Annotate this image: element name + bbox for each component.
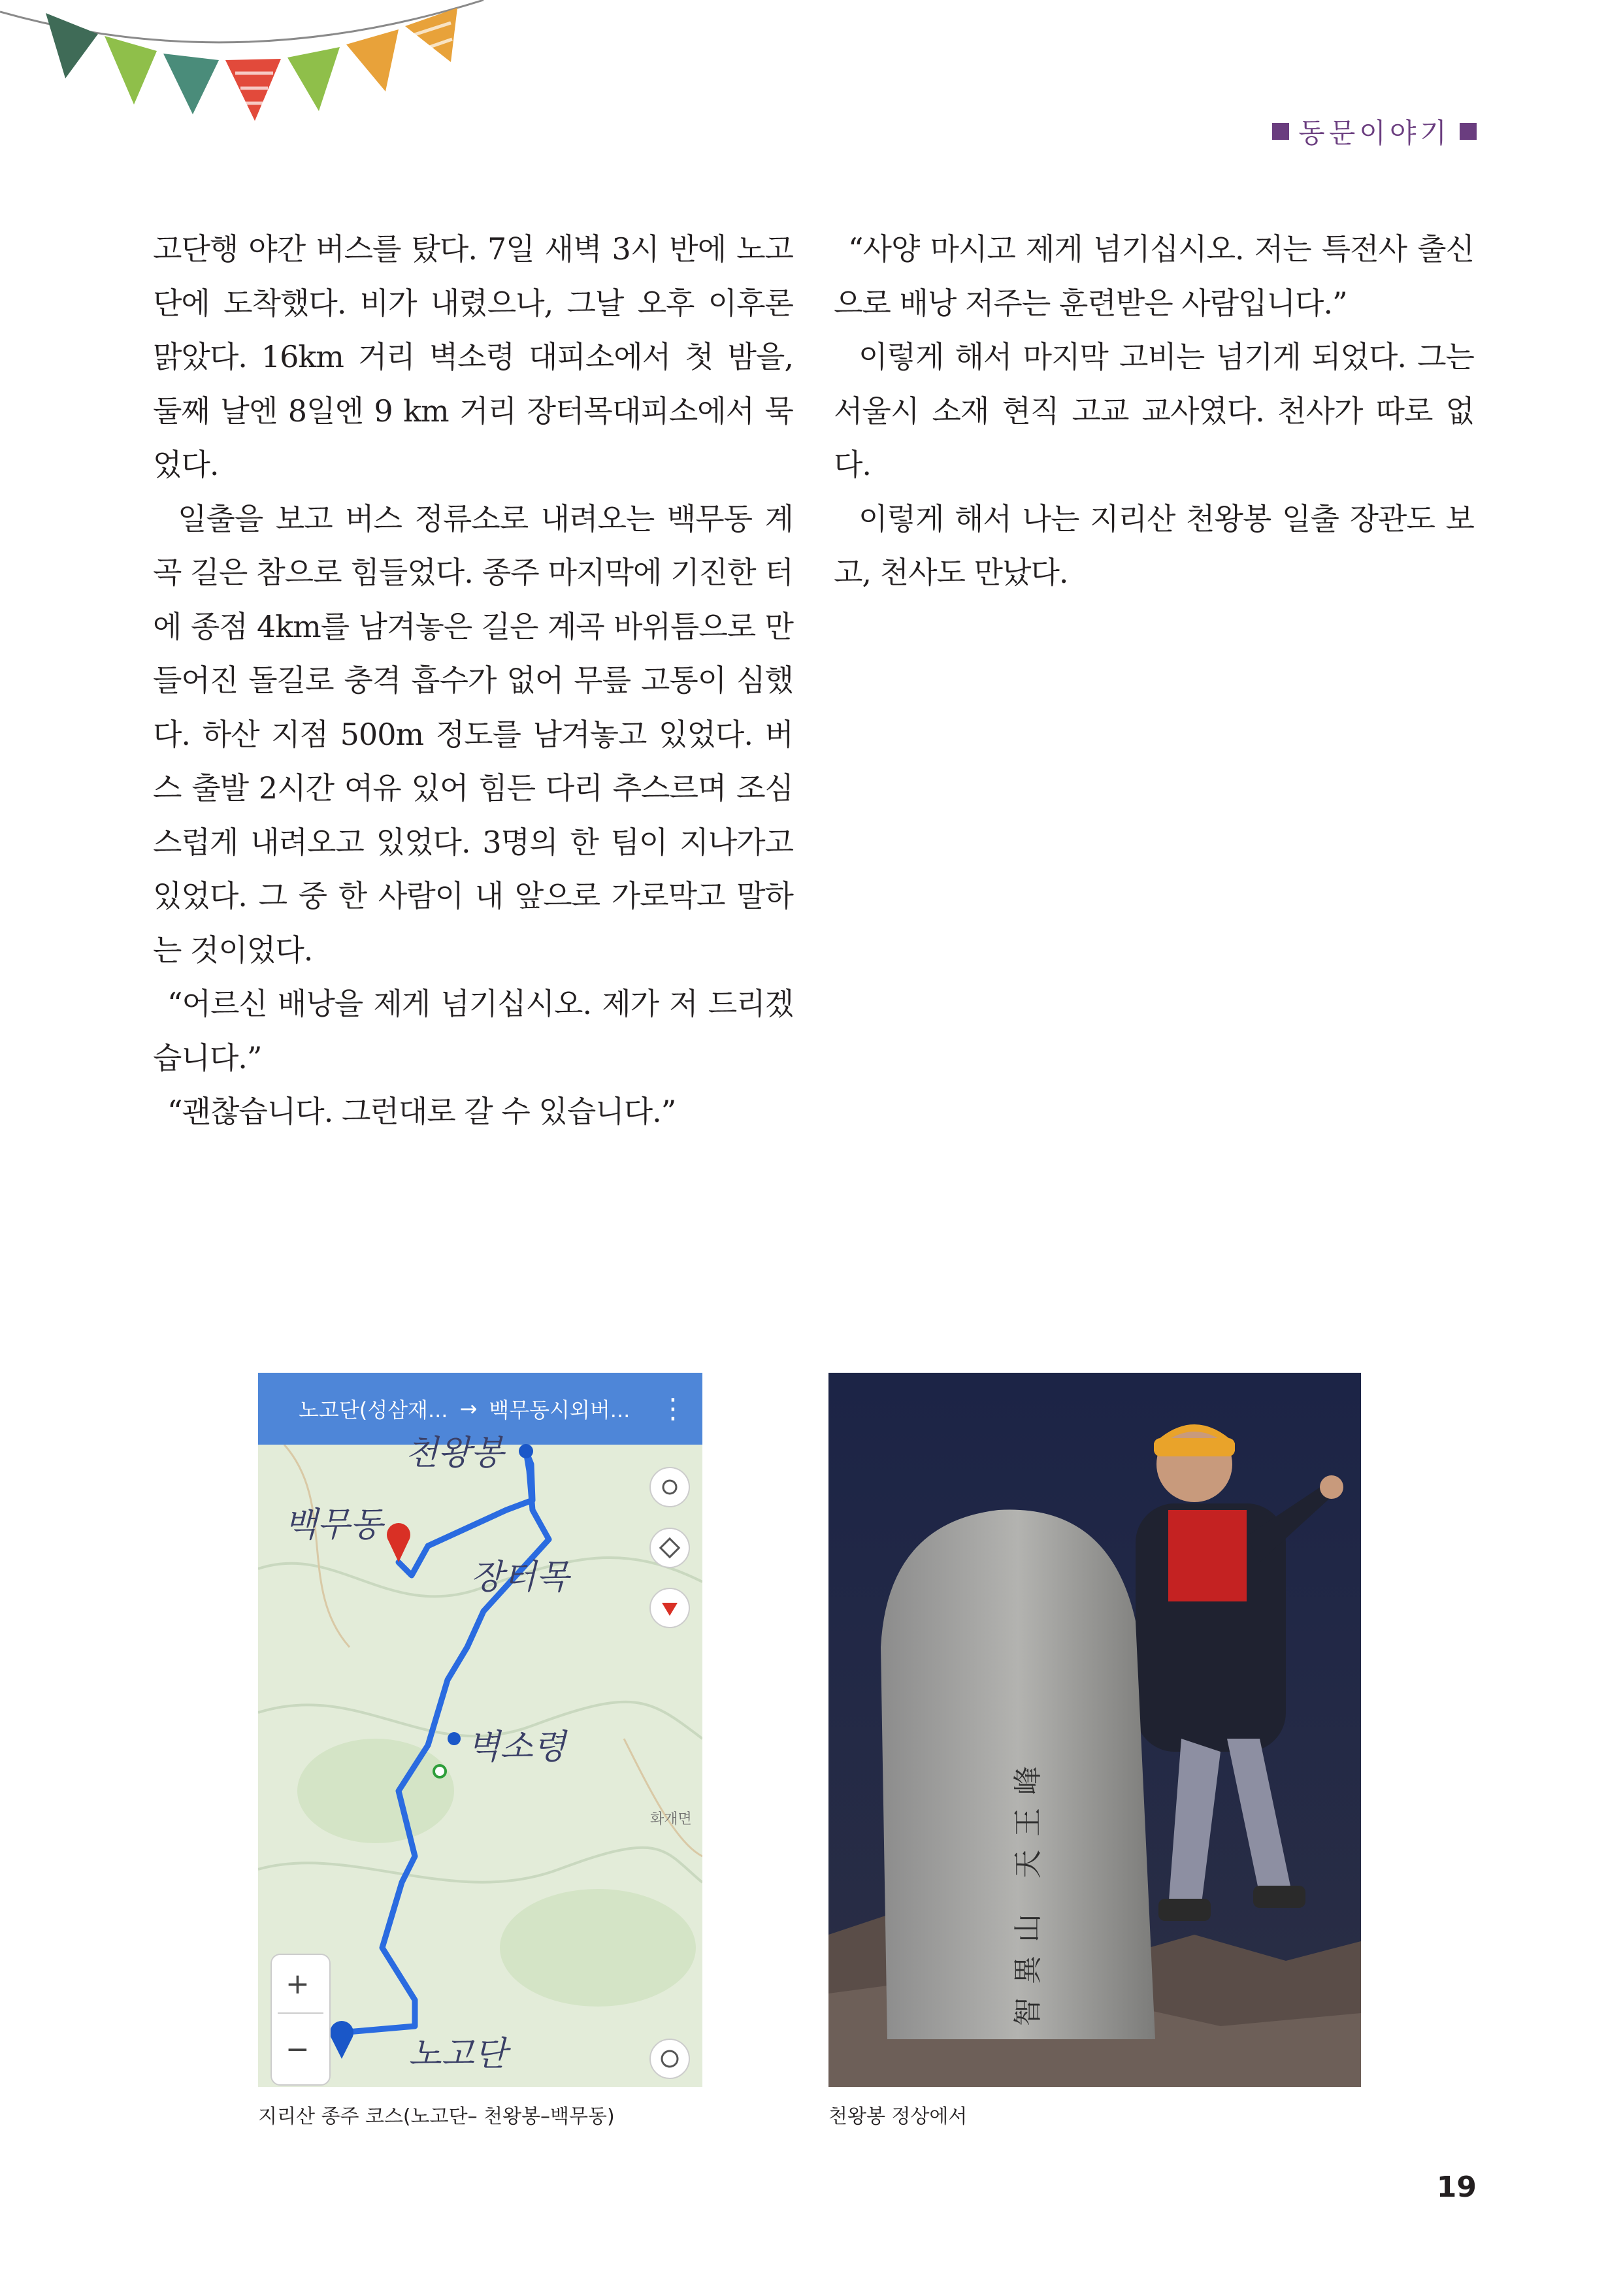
article-column-left bbox=[153, 222, 793, 1139]
label-jangteomok: 장터목 bbox=[470, 1558, 569, 1597]
square-bullet-icon bbox=[1272, 123, 1289, 140]
zoom-in-button: + bbox=[286, 1967, 310, 2001]
destination-pin-icon bbox=[387, 1523, 410, 1562]
zoom-out-button: − bbox=[286, 2033, 310, 2066]
article-paragraph: 이렇게 해서 나는 지리산 천왕봉 일출 장관도 보고, 천사도 만났다. bbox=[834, 500, 1474, 590]
start-pin-icon bbox=[330, 2021, 353, 2059]
summit-photo bbox=[828, 1373, 1361, 2087]
map-caption: 지리산 종주 코스(노고단– 천왕봉–백무동) bbox=[258, 2105, 615, 2128]
more-menu-icon[interactable]: ⋮ bbox=[659, 1392, 687, 1424]
article-paragraph: 고단행 야간 버스를 탔다. 7일 새벽 3시 반에 노고단에 도착했다. 비가 내렸으나, 그날 오후 이후론 맑았다. 16km 거리 벽소령 대피소에서 첫 밤을, 둘째 날엔 8일엔 9 km 거리 장터목대피소에서 묵었다. bbox=[153, 231, 793, 482]
section-title: 동문이야기 bbox=[1298, 117, 1450, 149]
bunting-decoration bbox=[0, 0, 497, 124]
article-paragraph: 이렇게 해서 마지막 고비는 넘기게 되었다. 그는 서울시 소재 현직 고교 교사였다. 천사가 따로 없다. bbox=[834, 339, 1474, 482]
route-map-photo bbox=[258, 1373, 702, 2087]
label-byeoksoryeong: 벽소령 bbox=[467, 1728, 566, 1767]
route-origin: 노고단(성삼재... bbox=[299, 1398, 448, 1422]
route-arrow: → bbox=[459, 1396, 478, 1421]
waypoint-marker bbox=[448, 1732, 461, 1745]
waypoint-marker bbox=[434, 1765, 446, 1777]
summit-illustration bbox=[828, 1373, 1361, 2087]
map-control-buttons bbox=[650, 1468, 689, 2078]
label-hwagae: 화개면 bbox=[650, 1811, 692, 1828]
square-bullet-icon bbox=[1460, 123, 1477, 140]
label-nogodan: 노고단 bbox=[408, 2035, 507, 2074]
route-destination: 백무동시외버... bbox=[489, 1398, 631, 1422]
label-baekmudong: 백무동 bbox=[284, 1505, 383, 1545]
waypoint-marker bbox=[519, 1444, 533, 1458]
article-quote: “괜찮습니다. 그런대로 갈 수 있습니다.” bbox=[167, 1094, 676, 1129]
stone-inscription: 智異山 天王峰 bbox=[1011, 1753, 1045, 2026]
article-quote: “어르신 배낭을 제게 넘기십시오. 제가 저 드리겠습니다.” bbox=[153, 986, 793, 1075]
article-column-right bbox=[834, 222, 1474, 600]
label-cheonwangbong: 천왕봉 bbox=[405, 1434, 504, 1473]
page-number: 19 bbox=[1436, 2171, 1477, 2204]
article-quote: “사양 마시고 제게 넘기십시오. 저는 특전사 출신으로 배낭 저주는 훈련받은 사람입니다.” bbox=[834, 231, 1474, 321]
summit-caption: 천왕봉 정상에서 bbox=[828, 2105, 968, 2128]
map-overlay bbox=[258, 1373, 702, 2087]
section-tag bbox=[1272, 112, 1477, 150]
article-paragraph: 일출을 보고 버스 정류소로 내려오는 백무동 계곡 길은 참으로 힘들었다. 종주 마지막에 기진한 터에 종점 4km를 남겨놓은 길은 계곡 바위틈으로 만들어진 돌길로 충격 흡수가 없어 무릎 고통이 심했다. 하산 지점 500m 정도를 남겨놓고 있었다. 버스 출발 2시간 여유 있어 힘든 다리 추스르며 조심스럽게 내려오고 있었다. 3명의 한 팀이 지나가고 있었다. 그 중 한 사람이 내 앞으로 가로막고 말하는 것이었다. bbox=[153, 500, 793, 968]
